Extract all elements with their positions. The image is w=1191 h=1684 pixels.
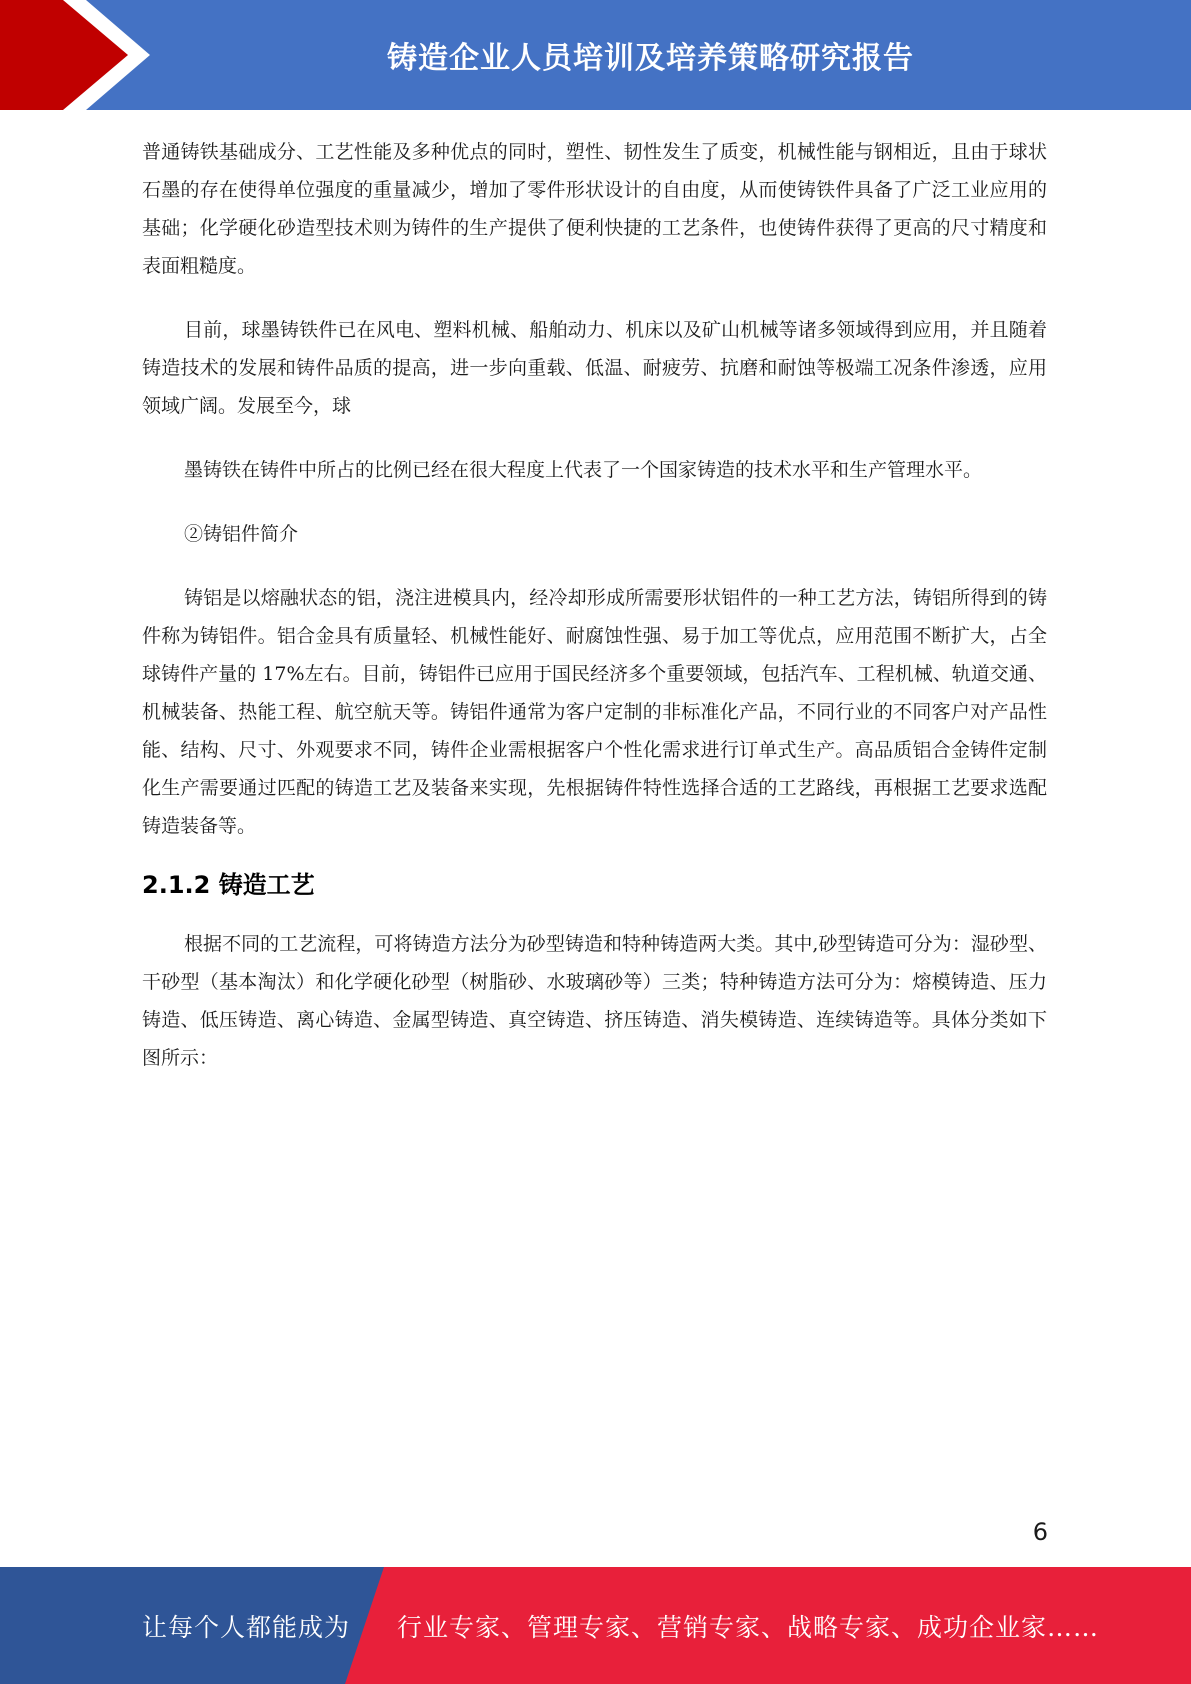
footer-slogan-left: 让每个人都能成为 <box>142 1612 351 1642</box>
page-title: 铸造企业人员培训及培养策略研究报告 <box>387 41 914 76</box>
paragraph: 目前，球墨铸铁件已在风电、塑料机械、船舶动力、机床以及矿山机械等诸多领域得到应用，并且随着铸造技术的发展和铸件品质的提高，进一步向重载、低温、耐疲劳、抗磨和耐蚀等极端工况条件渗透，应用领域广阔。发展至今，球 <box>142 319 1047 417</box>
section-heading: 2.1.2 铸造工艺 <box>142 871 315 899</box>
paragraph: 墨铸铁在铸件中所占的比例已经在很大程度上代表了一个国家铸造的技术水平和生产管理水平。 <box>184 459 983 481</box>
paragraph: 铸铝是以熔融状态的铝，浇注进模具内，经冷却形成所需要形状铝件的一种工艺方法，铸铝所得到的铸件称为铸铝件。铝合金具有质量轻、机械性能好、耐腐蚀性强、易于加工等优点，应用范围不断扩大，占全球铸件产量的 17%左右。目前，铸铝件已应用于国民经济多个重要领域，包括汽车、工程机械、轨道交通、机械装备、热能工程、航空航天等。铸铝件通常为客户定制的非标准化产品，不同行业的不同客户对产品性能、结构、尺寸、外观要求不同，铸件企业需根据客户个性化需求进行订单式生产。高品质铝合金铸件定制化生产需要通过匹配的铸造工艺及装备来实现，先根据铸件特性选择合适的工艺路线，再根据工艺要求选配铸造装备等。 <box>142 587 1047 837</box>
document-body <box>142 133 1047 1077</box>
page-header <box>0 0 1191 110</box>
page-footer <box>0 1567 1191 1684</box>
subsection-title: ②铸铝件简介 <box>184 523 299 545</box>
footer-slogan-right: 行业专家、管理专家、营销专家、战略专家、成功企业家…… <box>397 1612 1100 1642</box>
paragraph: 普通铸铁基础成分、工艺性能及多种优点的同时，塑性、韧性发生了质变，机械性能与钢相近，且由于球状石墨的存在使得单位强度的重量减少，增加了零件形状设计的自由度，从而使铸铁件具备了广泛工业应用的基础；化学硬化砂造型技术则为铸件的生产提供了便利快捷的工艺条件，也使铸件获得了更高的尺寸精度和表面粗糙度。 <box>142 141 1047 277</box>
paragraph: 根据不同的工艺流程，可将铸造方法分为砂型铸造和特种铸造两大类。其中,砂型铸造可分为：湿砂型、干砂型（基本淘汰）和化学硬化砂型（树脂砂、水玻璃砂等）三类；特种铸造方法可分为：熔模铸造、压力铸造、低压铸造、离心铸造、金属型铸造、真空铸造、挤压铸造、消失模铸造、连续铸造等。具体分类如下图所示： <box>142 933 1047 1069</box>
page-number: 6 <box>1032 1518 1048 1546</box>
